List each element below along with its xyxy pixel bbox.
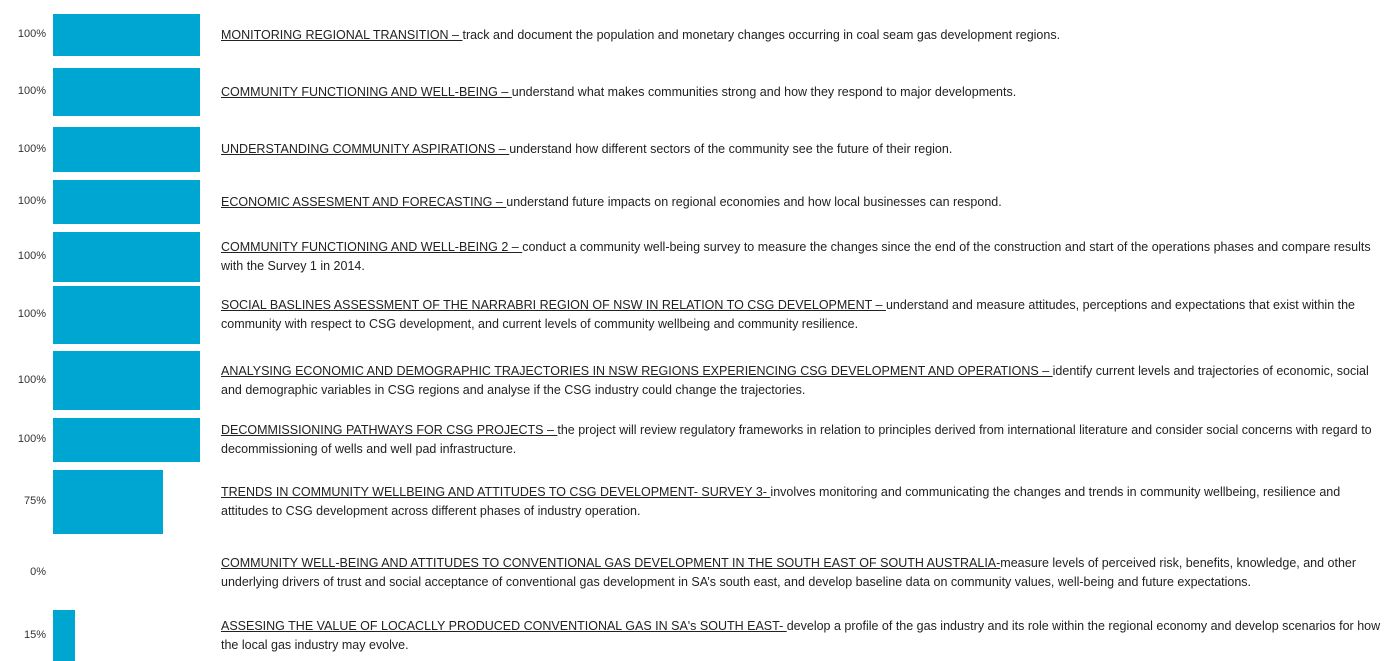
project-title: UNDERSTANDING COMMUNITY ASPIRATIONS – — [221, 142, 510, 156]
project-title: COMMUNITY FUNCTIONING AND WELL-BEING 2 – — [221, 240, 523, 254]
project-title: ASSESING THE VALUE OF LOCACLLY PRODUCED CONVENTIONAL GAS IN SA's SOUTH EAST- — [221, 618, 787, 633]
project-text: involves monitoring and communicating the changes and trends in community wellbeing, resilience and attitudes to CSG development across different phases of industry operation. — [221, 485, 1341, 518]
progress-bar — [53, 232, 200, 282]
project-description — [221, 362, 1381, 400]
project-title: ECONOMIC ASSESMENT AND FORECASTING – — [221, 194, 507, 209]
project-text: conduct a community well-being survey to measure the changes since the end of the construction and start of the operations phases and compare results with the Survey 1 in 2014. — [221, 240, 1371, 273]
project-text: understand future impacts on regional economies and how local businesses can respond. — [506, 194, 1002, 209]
project-text: understand how different sectors of the community see the future of their region. — [509, 142, 953, 156]
percent-label: 100% — [17, 308, 46, 320]
project-description — [221, 483, 1381, 521]
progress-bar — [53, 610, 75, 661]
project-title: ANALYSING ECONOMIC AND DEMOGRAPHIC TRAJECTORIES IN NSW REGIONS EXPERIENCING CSG DEVELOPMENT AND OPERATIONS – — [221, 363, 1053, 378]
percent-label: 100% — [17, 373, 46, 386]
project-description — [221, 83, 1381, 102]
progress-bar — [53, 127, 200, 172]
project-title: MONITORING REGIONAL TRANSITION – — [221, 27, 463, 42]
project-title: COMMUNITY WELL-BEING AND ATTITUDES TO CONVENTIONAL GAS DEVELOPMENT IN THE SOUTH EAST OF SOUTH AUSTRALIA- — [221, 556, 1001, 570]
percent-label: 100% — [17, 195, 46, 207]
project-description — [221, 421, 1381, 459]
percent-label: 100% — [17, 28, 46, 40]
project-title: TRENDS IN COMMUNITY WELLBEING AND ATTITUDES TO CSG DEVELOPMENT- SURVEY 3- — [221, 485, 771, 499]
progress-bar — [53, 470, 163, 534]
project-title: SOCIAL BASLINES ASSESSMENT OF THE NARRABRI REGION OF NSW IN RELATION TO CSG DEVELOPMENT – — [221, 298, 886, 312]
progress-bar — [53, 351, 200, 410]
progress-bar — [53, 418, 200, 462]
progress-bar — [53, 180, 200, 224]
project-text: the project will review regulatory frameworks in relation to principles derived from international literature and consider social concerns with regard to decommissioning of wells and well pad infrastructure. — [221, 423, 1372, 456]
percent-label: 15% — [23, 628, 46, 641]
project-text: identify current levels and trajectories of economic, social and demographic variables in CSG regions and analyse if the CSG industry could change the trajectories. — [221, 363, 1369, 397]
percent-label: 100% — [17, 433, 46, 445]
project-description — [221, 238, 1381, 276]
progress-bar — [53, 68, 200, 116]
project-text: measure levels of perceived risk, benefits, knowledge, and other underlying drivers of trust and social acceptance of conventional gas development in SA’s south east, and develop baseline data on community values, well-being and future expectations. — [221, 556, 1357, 589]
project-text: develop a profile of the gas industry and its role within the regional economy and develop scenarios for how the local gas industry may evolve. — [221, 618, 1381, 652]
project-title: COMMUNITY FUNCTIONING AND WELL-BEING – — [221, 84, 512, 99]
progress-bar — [53, 286, 200, 344]
percent-label: 100% — [17, 85, 46, 97]
project-description — [221, 140, 1381, 159]
percent-label: 0% — [30, 566, 46, 578]
project-title: DECOMMISSIONING PATHWAYS FOR CSG PROJECTS – — [221, 423, 558, 437]
percent-label: 100% — [17, 250, 46, 262]
project-description — [221, 193, 1381, 212]
project-text: understand what makes communities strong and how they respond to major developments. — [511, 84, 1017, 99]
project-text: track and document the population and monetary changes occurring in coal seam gas development regions. — [462, 27, 1061, 42]
project-description — [221, 617, 1381, 655]
project-description — [221, 26, 1381, 45]
project-description — [221, 296, 1381, 334]
percent-label: 100% — [17, 142, 46, 155]
project-text: understand and measure attitudes, perceptions and expectations that exist within the community with respect to CSG development, and current levels of community wellbeing and community resilience. — [221, 298, 1356, 331]
percent-label: 75% — [23, 495, 46, 507]
project-description — [221, 554, 1381, 592]
progress-bar — [53, 14, 200, 56]
